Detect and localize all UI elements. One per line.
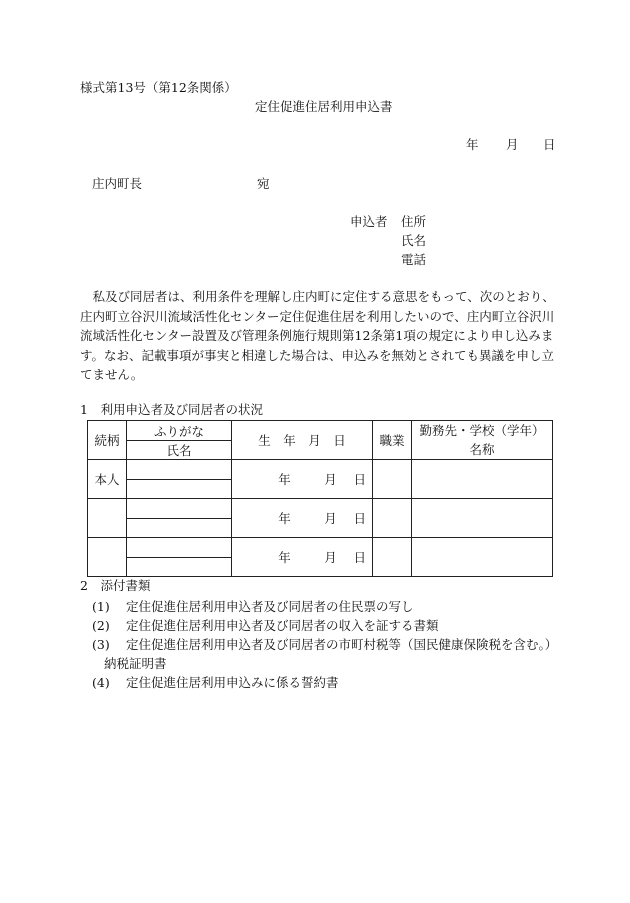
- dob-day-label: 日: [353, 511, 366, 526]
- furigana-field[interactable]: [127, 518, 231, 519]
- attachment-number: (1): [92, 599, 110, 614]
- attachment-item: [92, 620, 439, 633]
- attachment-number: (2): [92, 618, 110, 633]
- attachment-item-continuation: 納税証明書: [104, 656, 167, 671]
- header-dob: 生 年 月 日: [232, 421, 373, 460]
- table-row: [88, 499, 553, 538]
- dob-year-label: 年: [278, 550, 291, 565]
- header-job: 職業: [373, 421, 412, 460]
- attachment-item: [92, 677, 339, 690]
- dob-day-label: 日: [353, 472, 366, 487]
- table-row: [88, 460, 553, 499]
- attachment-text: 定住促進住居利用申込みに係る誓約書: [126, 675, 339, 690]
- workplace-field[interactable]: [412, 538, 553, 577]
- workplace-field[interactable]: [412, 499, 553, 538]
- table-header-row: [88, 421, 553, 460]
- declaration-line: 流域活性化センター設置及び管理条例施行規則第12条第1項の規定により申し込みま: [80, 328, 554, 343]
- row-relation[interactable]: [88, 499, 127, 538]
- dob-year-label: 年: [278, 472, 291, 487]
- declaration-line: す。なお、記載事項が事実と相違した場合は、申込みを無効とされても異議を申し立: [80, 347, 555, 363]
- form-number: 様式第13号（第12条関係）: [80, 80, 237, 95]
- job-field[interactable]: [373, 499, 412, 538]
- document-title: 定住促進住居利用申込書: [255, 99, 393, 114]
- dob-month-label: 月: [324, 511, 337, 526]
- date-year-label: 年: [466, 137, 479, 152]
- attachment-text: 定住促進住居利用申込者及び同居者の収入を証する書類: [126, 618, 439, 633]
- furigana-field[interactable]: [127, 479, 231, 480]
- applicant-label: 申込者: [350, 214, 388, 229]
- header-furigana: ふりがな: [127, 422, 231, 441]
- attachment-item: [92, 639, 557, 652]
- dob-year-label: 年: [278, 511, 291, 526]
- row-relation[interactable]: [88, 538, 127, 577]
- dob-month-label: 月: [324, 550, 337, 565]
- furigana-field[interactable]: [127, 557, 231, 558]
- dob-field[interactable]: [232, 538, 373, 577]
- dob-day-label: 日: [353, 550, 366, 565]
- attachment-number: (4): [92, 675, 110, 690]
- date-month-label: 月: [506, 137, 519, 152]
- header-workplace-bottom: 名称: [469, 442, 495, 457]
- section1-heading: 1 利用申込者及び同居者の状況: [80, 402, 263, 417]
- declaration-paragraph: [80, 287, 570, 385]
- applicant-phone-label: 電話: [401, 252, 427, 267]
- dob-field[interactable]: [232, 499, 373, 538]
- header-relation: 続柄: [88, 421, 127, 460]
- declaration-line: てません。: [80, 367, 144, 382]
- table-row: [88, 538, 553, 577]
- declaration-line: 庄内町立谷沢川流域活性化センター定住促進住居を利用したいので、庄内町立谷沢川: [80, 308, 555, 324]
- job-field[interactable]: [373, 460, 412, 499]
- applicant-status-table: [87, 420, 553, 577]
- date-day-label: 日: [543, 137, 556, 152]
- addressee-name: 庄内町長: [92, 176, 143, 191]
- addressee-suffix: 宛: [257, 176, 270, 191]
- dob-field[interactable]: [232, 460, 373, 499]
- row-relation[interactable]: 本人: [88, 460, 127, 499]
- header-name: 氏名: [166, 442, 192, 458]
- attachment-item: [92, 601, 414, 614]
- attachment-text: 定住促進住居利用申込者及び同居者の市町村税等（国民健康保険税を含む。）: [126, 637, 558, 652]
- section2-heading: 2 添付書類: [80, 578, 151, 593]
- applicant-address-label: 住所: [401, 214, 427, 229]
- applicant-name-label: 氏名: [401, 233, 427, 248]
- header-workplace-top: 勤務先・学校（学年）: [419, 423, 545, 438]
- dob-month-label: 月: [324, 472, 337, 487]
- workplace-field[interactable]: [412, 460, 553, 499]
- job-field[interactable]: [373, 538, 412, 577]
- attachment-number: (3): [92, 637, 110, 652]
- declaration-line: 私及び同居者は、利用条件を理解し庄内町に定住する意思をもって、次のとおり、: [92, 289, 555, 304]
- attachment-text: 定住促進住居利用申込者及び同居者の住民票の写し: [126, 599, 414, 614]
